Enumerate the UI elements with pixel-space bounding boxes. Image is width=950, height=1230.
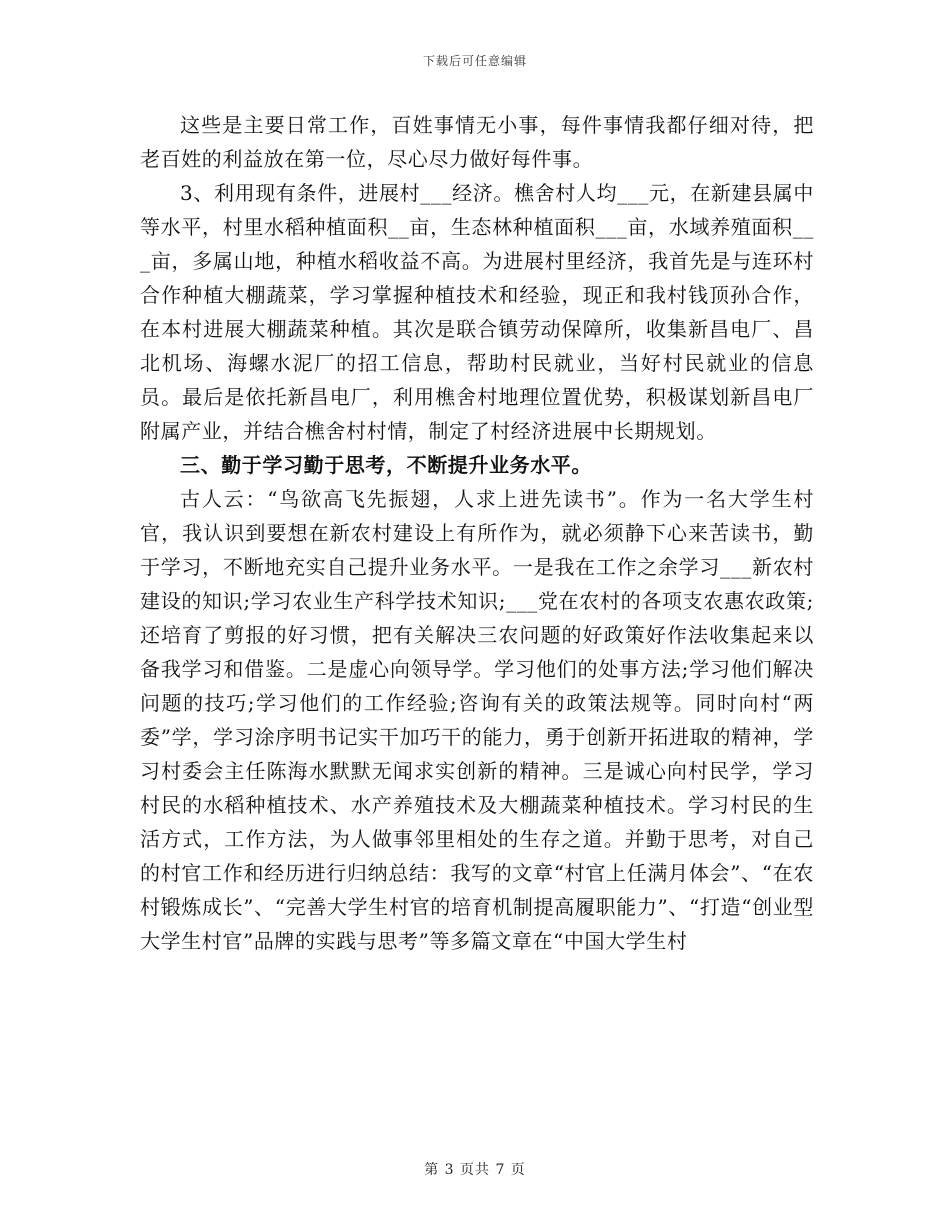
page-number-footer: 第 3 页共 7 页 — [424, 1162, 526, 1178]
section-heading-study: 三、勤于学习勤于思考，不断提升业务水平。 — [180, 453, 592, 477]
document-body — [140, 108, 814, 958]
paragraph-village-economy: 3、利用现有条件，进展村___经济。樵舍村人均___元，在新建县属中等水平，村里水稻种植面积__亩，生态林种植面积___亩，水域养殖面积___亩，多属山地，种植水稻收益不高。为进展村里经济，我首先是与连环村合作种植大棚蔬菜，学习掌握种植技术和经验，现正和我村钱顶孙合作，在本村进展大棚蔬菜种植。其次是联合镇劳动保障所，收集新昌电厂、昌北机场、海螺水泥厂的招工信息，帮助村民就业，当好村民就业的信息员。最后是依托新昌电厂，利用樵舍村地理位置优势，积极谋划新昌电厂附属产业，并结合樵舍村村情，制定了村经济进展中长期规划。 — [140, 181, 814, 443]
paragraph-daily-work: 这些是主要日常工作，百姓事情无小事，每件事情我都仔细对待，把老百姓的利益放在第一位，尽心尽力做好每件事。 — [140, 113, 814, 171]
page-header-note: 下载后可任意编辑 — [422, 54, 527, 68]
paragraph-study-details: 古人云：“鸟欲高飞先振翅，人求上进先读书”。作为一名大学生村官，我认识到要想在新农村建设上有所作为，就必须静下心来苦读书，勤于学习，不断地充实自己提升业务水平。一是我在工作之余学习___新农村建设的知识;学习农业生产科学技术知识;___党在农村的各项支农惠农政策;还培育了剪报的好习惯，把有关解决三农问题的好政策好作法收集起来以备我学习和借鉴。二是虚心向领导学。学习他们的处事方法;学习他们解决问题的技巧;学习他们的工作经验;咨询有关的政策法规等。同时向村“两委”学，学习涂序明书记实干加巧干的能力，勇于创新开拓进取的精神，学习村委会主任陈海水默默无闻求实创新的精神。三是诚心向村民学，学习村民的水稻种植技术、水产养殖技术及大棚蔬菜种植技术。学习村民的生活方式，工作方法，为人做事邻里相处的生存之道。并勤于思考，对自己的村官工作和经历进行归纳总结：我写的文章“村官上任满月体会”、“在农村锻炼成长”、“完善大学生村官的培育机制提高履职能力”、“打造“创业型大学生村官”品牌的实践与思考”等多篇文章在“中国大学生村 — [140, 487, 814, 953]
